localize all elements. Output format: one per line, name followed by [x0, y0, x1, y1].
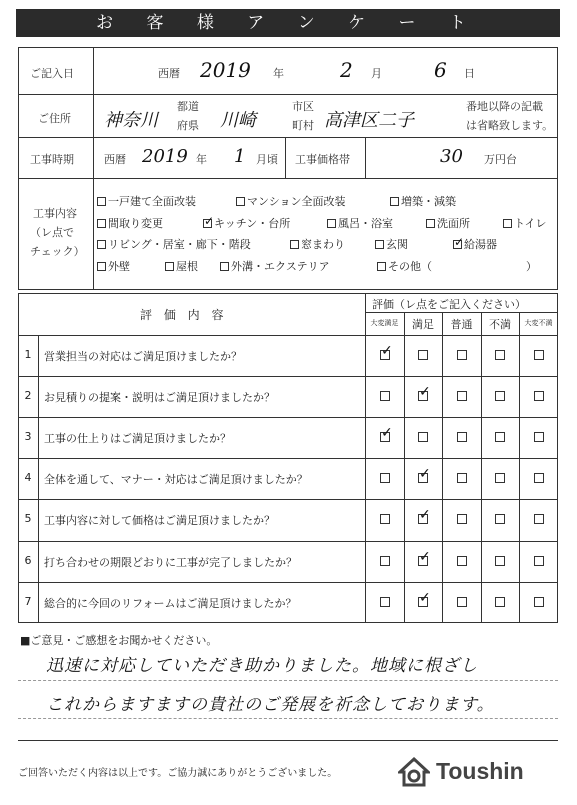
- work-option[interactable]: [327, 215, 393, 231]
- address-note-2: は省略致します。: [466, 119, 554, 132]
- work-option[interactable]: [426, 215, 470, 231]
- question-number: 7: [24, 595, 32, 608]
- opinion-line-2[interactable]: これからますますの貴社のご発展を祈念しております。: [46, 695, 495, 715]
- footer-thanks: ご回答いただく内容は以上です。ご協力誠にありがとうございました。: [18, 768, 338, 779]
- date-month-value[interactable]: 2: [340, 58, 353, 82]
- rating-checkbox[interactable]: [534, 556, 544, 566]
- work-option-label: 風呂・浴室: [338, 217, 393, 230]
- date-era: 西暦: [158, 67, 180, 80]
- city-label-top: 市区: [292, 100, 314, 113]
- work-option[interactable]: [503, 215, 546, 231]
- address-note-1: 番地以降の記載: [466, 100, 543, 113]
- period-year-value[interactable]: 2019: [142, 146, 188, 167]
- rating-checkbox[interactable]: [380, 432, 390, 442]
- rating-checkbox[interactable]: [495, 391, 505, 401]
- checkbox[interactable]: [453, 240, 462, 249]
- question-number: 1: [24, 348, 32, 361]
- question-text: 全体を通して、マナー・対応はご満足頂けましたか？: [44, 473, 308, 486]
- question-text: 総合的に今回のリフォームはご満足頂けましたか？: [44, 597, 297, 610]
- rating-checkbox[interactable]: [457, 514, 467, 524]
- prefecture-label-bottom: 府県: [177, 119, 199, 132]
- checkbox[interactable]: [203, 219, 212, 228]
- checkbox[interactable]: [220, 262, 229, 271]
- work-option[interactable]: [203, 215, 290, 231]
- rating-checkbox[interactable]: [457, 432, 467, 442]
- date-year-value[interactable]: 2019: [200, 58, 251, 82]
- question-text: 打ち合わせの期限どおりに工事が完了しましたか？: [44, 556, 297, 569]
- rating-checkbox[interactable]: [495, 473, 505, 483]
- work-option-label: 洗面所: [437, 217, 470, 230]
- checkbox[interactable]: [375, 240, 384, 249]
- work-option[interactable]: [97, 258, 130, 274]
- rating-checkbox[interactable]: [534, 391, 544, 401]
- work-option-label: トイレ: [514, 217, 547, 230]
- work-option-label: 外溝・エクステリア: [231, 260, 330, 273]
- work-option-label: リビング・居室・廊下・階段: [108, 238, 251, 251]
- survey-header-item: 評 価 内 容: [140, 308, 228, 322]
- rating-checkbox[interactable]: [457, 350, 467, 360]
- work-option[interactable]: [390, 193, 456, 209]
- question-number: 4: [24, 471, 32, 484]
- survey-header-rating: 評価（レ点をご記入ください）: [372, 298, 526, 311]
- toushin-logo: [398, 756, 558, 790]
- checkbox[interactable]: [426, 219, 435, 228]
- price-value[interactable]: 30: [440, 146, 463, 167]
- question-text: 営業担当の対応はご満足頂けましたか？: [44, 350, 242, 363]
- checkbox[interactable]: [165, 262, 174, 271]
- work-option-label: 間取り変更: [108, 217, 163, 230]
- checkbox[interactable]: [97, 262, 106, 271]
- period-era: 西暦: [104, 153, 126, 166]
- rating-checkbox[interactable]: [457, 473, 467, 483]
- question-number: 3: [24, 430, 32, 443]
- question-number: 2: [24, 389, 32, 402]
- house-logo-icon: [398, 756, 430, 788]
- rating-checkbox[interactable]: [380, 556, 390, 566]
- question-number: 6: [24, 554, 32, 567]
- checkbox[interactable]: [290, 240, 299, 249]
- rating-checkbox[interactable]: [495, 432, 505, 442]
- work-option-label: 窓まわり: [301, 238, 345, 251]
- period-month-unit: 月頃: [256, 153, 278, 166]
- checkbox[interactable]: [97, 219, 106, 228]
- work-option-label: マンション全面改装: [247, 195, 346, 208]
- work-option-label: 屋根: [176, 260, 198, 273]
- work-option[interactable]: [377, 258, 432, 274]
- checkbox[interactable]: [327, 219, 336, 228]
- town-value[interactable]: 高津区二子: [324, 110, 414, 131]
- date-day-value[interactable]: 6: [434, 58, 447, 82]
- rating-checkbox[interactable]: [418, 597, 428, 607]
- date-year-unit: 年: [273, 67, 284, 80]
- logo-text: Toushin: [436, 758, 524, 784]
- rating-checkbox[interactable]: [534, 473, 544, 483]
- question-text: 工事内容に対して価格はご満足頂けましたか？: [44, 514, 275, 527]
- price-unit: 万円台: [484, 153, 517, 166]
- question-text: 工事の仕上りはご満足頂けましたか？: [44, 432, 231, 445]
- rating-checkbox[interactable]: [495, 597, 505, 607]
- prefecture-label-top: 都道: [177, 100, 199, 113]
- rating-checkbox[interactable]: [457, 556, 467, 566]
- work-option-label: 給湯器: [464, 238, 497, 251]
- work-option[interactable]: [97, 193, 196, 209]
- rating-checkbox[interactable]: [418, 350, 428, 360]
- rating-checkbox[interactable]: [457, 597, 467, 607]
- content-label-2: （レ点で: [30, 226, 74, 239]
- checkbox[interactable]: [390, 197, 399, 206]
- city-label-bottom: 町村: [292, 119, 314, 132]
- work-option-label: その他（: [388, 260, 432, 273]
- period-label: 工事時期: [30, 153, 74, 166]
- work-option[interactable]: [375, 236, 408, 252]
- price-label: 工事価格帯: [295, 153, 350, 166]
- rating-checkbox[interactable]: [534, 597, 544, 607]
- rating-checkbox[interactable]: [495, 556, 505, 566]
- scale-header: 大変不満: [524, 319, 553, 327]
- rating-checkbox[interactable]: [495, 514, 505, 524]
- work-option-label: 外壁: [108, 260, 130, 273]
- rating-checkbox[interactable]: [418, 514, 428, 524]
- opinion-line-1[interactable]: 迅速に対応していただき助かりました。地域に根ざし: [46, 656, 478, 676]
- prefecture-value[interactable]: 神奈川: [104, 110, 158, 131]
- scale-header: 大変満足: [370, 319, 399, 327]
- rating-checkbox[interactable]: [418, 432, 428, 442]
- rating-checkbox[interactable]: [380, 597, 390, 607]
- work-option-label: キッチン・台所: [214, 217, 291, 230]
- date-month-unit: 月: [371, 67, 382, 80]
- work-option[interactable]: [290, 236, 345, 252]
- rating-checkbox[interactable]: [534, 350, 544, 360]
- date-label: ご記入日: [30, 67, 74, 80]
- address-label: ご住所: [38, 112, 71, 125]
- rating-checkbox[interactable]: [457, 391, 467, 401]
- rating-checkbox[interactable]: [418, 391, 428, 401]
- rating-checkbox[interactable]: [418, 473, 428, 483]
- checkbox[interactable]: [377, 262, 386, 271]
- city-value[interactable]: 川崎: [220, 110, 256, 131]
- survey-title: お 客 様 ア ン ケ ー ト: [16, 9, 560, 37]
- work-option[interactable]: [220, 258, 330, 274]
- question-text: お見積りの提案・説明はご満足頂けましたか？: [44, 391, 275, 404]
- opinion-label: ■ご意見・ご感想をお聞かせください。: [20, 634, 218, 647]
- rating-checkbox[interactable]: [418, 556, 428, 566]
- other-close-paren: ）: [526, 260, 537, 273]
- rating-checkbox[interactable]: [534, 514, 544, 524]
- work-option-label: 一戸建て全面改装: [108, 195, 196, 208]
- content-label-1: 工事内容: [33, 207, 77, 220]
- period-year-unit: 年: [196, 153, 207, 166]
- period-month-value[interactable]: 1: [234, 146, 246, 167]
- work-option-label: 玄関: [386, 238, 408, 251]
- work-option[interactable]: [165, 258, 198, 274]
- scale-header: 満足: [412, 318, 434, 331]
- checkbox[interactable]: [236, 197, 245, 206]
- rating-checkbox[interactable]: [534, 432, 544, 442]
- rating-checkbox[interactable]: [380, 350, 390, 360]
- question-number: 5: [24, 512, 32, 525]
- scale-header: 普通: [450, 318, 473, 331]
- rating-checkbox[interactable]: [495, 350, 505, 360]
- work-option-label: 増築・減築: [401, 195, 456, 208]
- rating-checkbox[interactable]: [380, 514, 390, 524]
- work-option[interactable]: [453, 236, 497, 252]
- checkbox[interactable]: [97, 240, 106, 249]
- work-option[interactable]: [97, 215, 163, 231]
- checkbox[interactable]: [503, 219, 512, 228]
- rating-checkbox[interactable]: [380, 391, 390, 401]
- info-table: [18, 47, 558, 290]
- content-label-3: チェック）: [30, 245, 85, 258]
- checkbox[interactable]: [97, 197, 106, 206]
- rating-checkbox[interactable]: [380, 473, 390, 483]
- work-option[interactable]: [236, 193, 346, 209]
- scale-header: 不満: [489, 318, 511, 331]
- date-day-unit: 日: [464, 67, 475, 80]
- work-option[interactable]: [97, 236, 251, 252]
